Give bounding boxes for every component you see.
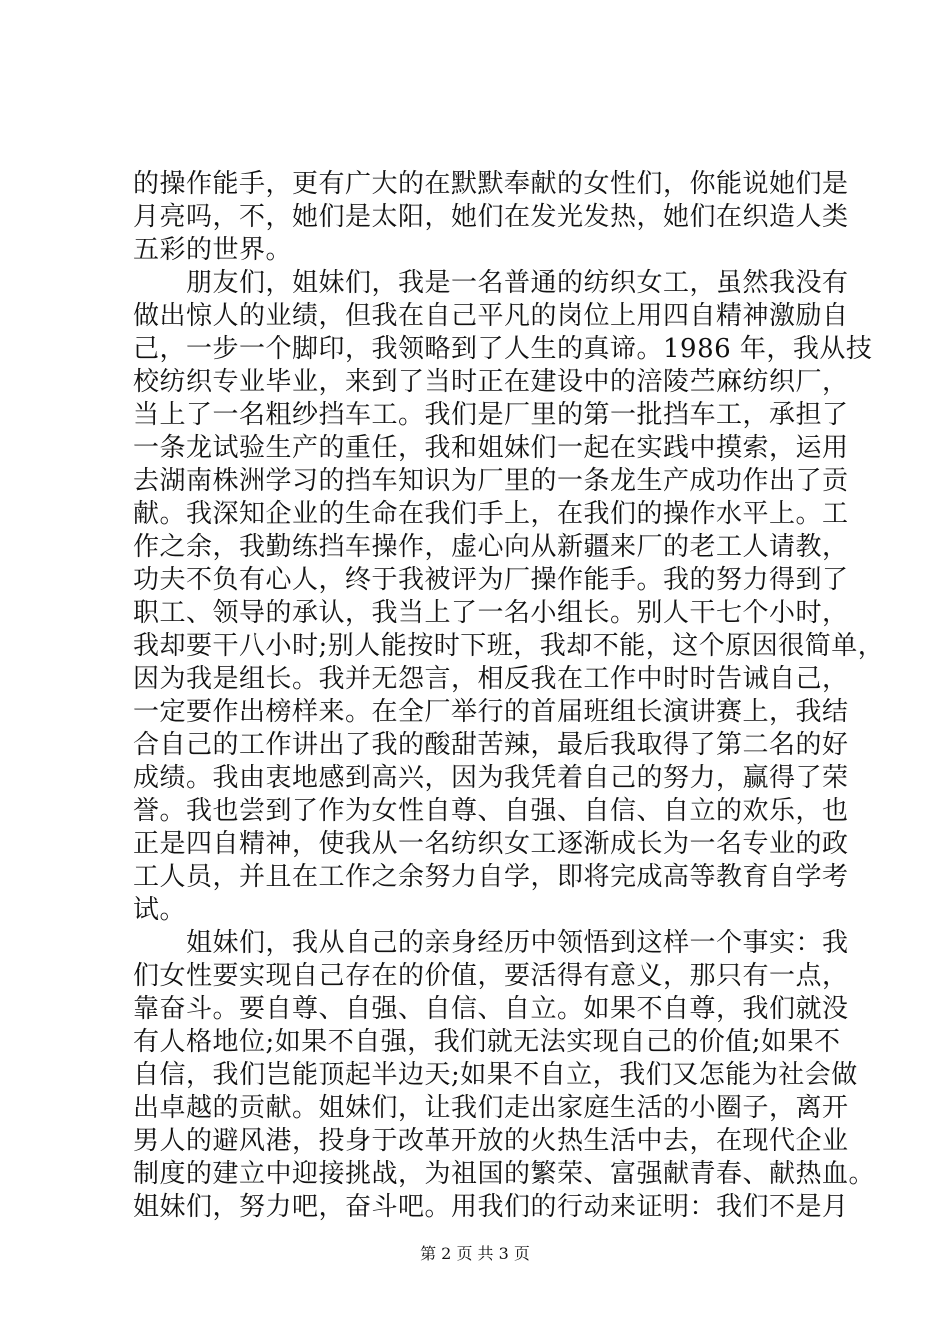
text-line: 誉。我也尝到了作为女性自尊、自强、自信、自立的欢乐，也	[133, 796, 849, 826]
text-line: 职工、领导的承认，我当上了一名小组长。别人干七个小时，	[133, 598, 849, 628]
text-line: 正是四自精神，使我从一名纺织女工逐渐成长为一名专业的政	[133, 829, 849, 859]
text-line: 合自己的工作讲出了我的酸甜苦辣，最后我取得了第二名的好	[133, 730, 849, 760]
text-line: 因为我是组长。我并无怨言，相反我在工作中时时告诫自己，	[133, 664, 849, 694]
text-line: 一条龙试验生产的重任，我和姐妹们一起在实践中摸索，运用	[133, 433, 849, 463]
text-line: 月亮吗，不，她们是太阳，她们在发光发热，她们在织造人类	[133, 202, 849, 232]
text-line: 制度的建立中迎接挑战，为祖国的繁荣、富强献青春、献热血。	[133, 1159, 876, 1189]
page-number-footer: 第 2 页 共 3 页	[420, 1244, 530, 1263]
text-line: 有人格地位;如果不自强，我们就无法实现自己的价值;如果不	[133, 1027, 841, 1057]
text-line: 出卓越的贡献。姐妹们，让我们走出家庭生活的小圈子，离开	[133, 1093, 849, 1123]
text-line: 校纺织专业毕业，来到了当时正在建设中的涪陵苎麻纺织厂，	[133, 367, 849, 397]
text-line: 五彩的世界。	[133, 235, 293, 265]
text-line: 己，一步一个脚印，我领略到了人生的真谛。1986 年，我从技	[133, 334, 873, 364]
text-line: 试。	[133, 895, 187, 925]
body-text	[133, 168, 885, 1224]
text-line: 的操作能手，更有广大的在默默奉献的女性们，你能说她们是	[133, 169, 849, 199]
text-line: 功夫不负有心人，终于我被评为厂操作能手。我的努力得到了	[133, 565, 849, 595]
text-line: 作之余，我勤练挡车操作，虚心向从新疆来厂的老工人请教，	[133, 532, 849, 562]
text-line: 们女性要实现自己存在的价值，要活得有意义，那只有一点，	[133, 961, 849, 991]
text-line: 朋友们，姐妹们，我是一名普通的纺织女工，虽然我没有	[133, 268, 849, 298]
text-line: 靠奋斗。要自尊、自强、自信、自立。如果不自尊，我们就没	[133, 994, 849, 1024]
text-line: 工人员，并且在工作之余努力自学，即将完成高等教育自学考	[133, 862, 849, 892]
text-line: 成绩。我由衷地感到高兴，因为我凭着自己的努力，赢得了荣	[133, 763, 849, 793]
text-line: 自信，我们岂能顶起半边天;如果不自立，我们又怎能为社会做	[133, 1060, 858, 1090]
text-line: 献。我深知企业的生命在我们手上，在我们的操作水平上。工	[133, 499, 849, 529]
text-line: 姐妹们，我从自己的亲身经历中领悟到这样一个事实：我	[133, 928, 849, 958]
text-line: 去湖南株洲学习的挡车知识为厂里的一条龙生产成功作出了贡	[133, 466, 849, 496]
text-line: 我却要干八小时;别人能按时下班，我却不能，这个原因很简单，	[133, 631, 885, 661]
text-line: 做出惊人的业绩，但我在自己平凡的岗位上用四自精神激励自	[133, 301, 849, 331]
text-line: 当上了一名粗纱挡车工。我们是厂里的第一批挡车工，承担了	[133, 400, 849, 430]
text-line: 一定要作出榜样来。在全厂举行的首届班组长演讲赛上，我结	[133, 697, 849, 727]
text-line: 男人的避风港，投身于改革开放的火热生活中去，在现代企业	[133, 1126, 849, 1156]
text-line: 姐妹们，努力吧，奋斗吧。用我们的行动来证明：我们不是月	[133, 1192, 849, 1222]
